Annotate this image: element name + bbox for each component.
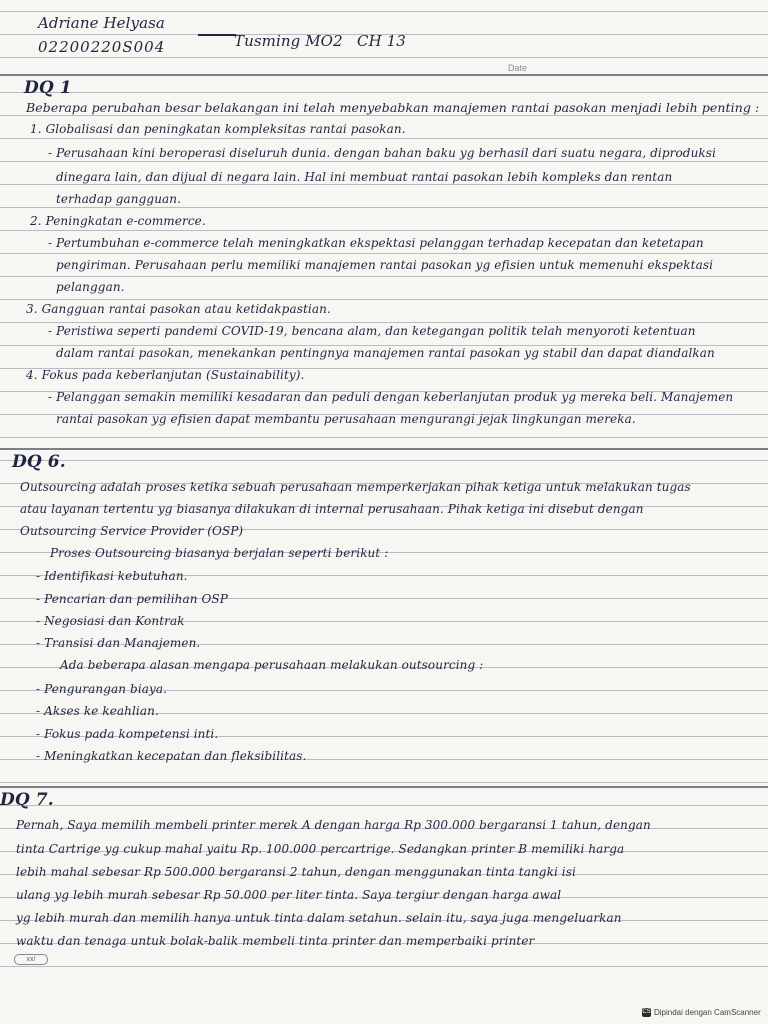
dq1-line: pelanggan.	[56, 280, 125, 294]
dq6-line: Proses Outsourcing biasanya berjalan seperti berikut :	[50, 546, 389, 560]
dq1-line: - Pertumbuhan e-commerce telah meningkatkan ekspektasi pelanggan terhadap kecepatan dan ketetapan	[48, 236, 704, 250]
dq6-line: - Transisi dan Manajemen.	[36, 636, 201, 650]
dq1-line: Beberapa perubahan besar belakangan ini telah menyebabkan manajemen rantai pasokan menjadi lebih penting :	[26, 100, 760, 115]
student-name: Adriane Helyasa	[38, 14, 165, 32]
dq1-line: 2. Peningkatan e-commerce.	[30, 214, 206, 228]
dq6-line: Outsourcing Service Provider (OSP)	[20, 524, 244, 538]
dq1-line: 3. Gangguan rantai pasokan atau ketidakpastian.	[26, 302, 331, 316]
dq6-line: - Pencarian dan pemilihan OSP	[36, 592, 228, 606]
dq6-line: - Identifikasi kebutuhan.	[36, 569, 188, 583]
dq1-line: dalam rantai pasokan, menekankan pentingnya manajemen rantai pasokan yg stabil dan dapat diandalkan	[56, 346, 715, 360]
dq1-line: - Pelanggan semakin memiliki kesadaran dan peduli dengan keberlanjutan produk yg mereka beli. Manajemen	[48, 390, 734, 404]
dq7-line: Pernah, Saya memilih membeli printer merek A dengan harga Rp 300.000 bergaransi 1 tahun, dengan	[16, 818, 651, 832]
page-badge: xx/	[14, 954, 48, 965]
dq6-line: - Meningkatkan kecepatan dan fleksibilitas.	[36, 749, 307, 763]
dq6-line: - Pengurangan biaya.	[36, 682, 168, 696]
student-id: 02200220S004	[38, 38, 166, 56]
dq7-line: lebih mahal sebesar Rp 500.000 bergaransi 2 tahun, dengan menggunakan tinta tangki isi	[16, 865, 576, 879]
camscanner-label: Dipindai dengan CamScanner	[654, 1008, 761, 1017]
chapter-label: CH 13	[357, 32, 406, 50]
date-label: Date	[508, 63, 528, 73]
dq1-line: terhadap gangguan.	[56, 192, 182, 206]
dq1-line: 1. Globalisasi dan peningkatan kompleksitas rantai pasokan.	[30, 122, 406, 136]
title-dash	[198, 34, 236, 36]
dq1-line: pengiriman. Perusahaan perlu memiliki manajemen rantai pasokan yg efisien untuk memenuhi ekspektasi	[56, 258, 714, 272]
header-rule	[0, 74, 768, 76]
dq6-line: - Negosiasi dan Kontrak	[36, 614, 185, 628]
dq7-heading: DQ 7.	[0, 790, 54, 810]
dq6-heading: DQ 6.	[12, 452, 66, 472]
camscanner-watermark	[642, 1008, 761, 1017]
section-rule	[0, 786, 768, 788]
dq1-heading: DQ 1	[24, 78, 72, 98]
dq7-line: waktu dan tenaga untuk bolak-balik membeli tinta printer dan memperbaiki printer	[16, 934, 535, 948]
dq7-line: yg lebih murah dan memilih hanya untuk tinta dalam setahun. selain itu, saya juga mengeluarkan	[16, 911, 622, 925]
course-title: Tusming MO2	[234, 32, 343, 50]
camscanner-icon: CS	[642, 1009, 651, 1015]
dq1-line: rantai pasokan yg efisien dapat membantu perusahaan mengurangi jejak lingkungan mereka.	[56, 412, 636, 426]
section-rule	[0, 448, 768, 450]
dq1-line: dinegara lain, dan dijual di negara lain. Hal ini membuat rantai pasokan lebih kompleks dan rentan	[56, 170, 673, 184]
dq1-line: - Peristiwa seperti pandemi COVID-19, bencana alam, dan ketegangan politik telah menyoroti ketentuan	[48, 324, 696, 338]
dq6-line: Ada beberapa alasan mengapa perusahaan melakukan outsourcing :	[60, 658, 484, 672]
dq7-line: tinta Cartrige yg cukup mahal yaitu Rp. 100.000 percartrige. Sedangkan printer B memiliki harga	[16, 842, 625, 856]
dq1-line: - Perusahaan kini beroperasi diseluruh dunia. dengan bahan baku yg berhasil dari suatu negara, diproduksi	[48, 146, 716, 160]
dq6-line: - Akses ke keahlian.	[36, 704, 159, 718]
dq6-line: - Fokus pada kompetensi inti.	[36, 727, 219, 741]
dq6-line: Outsourcing adalah proses ketika sebuah perusahaan memperkerjakan pihak ketiga untuk melakukan tugas	[20, 480, 691, 494]
dq7-line: ulang yg lebih murah sebesar Rp 50.000 per liter tinta. Saya tergiur dengan harga awal	[16, 888, 562, 902]
dq1-line: 4. Fokus pada keberlanjutan (Sustainability).	[26, 368, 305, 382]
dq6-line: atau layanan tertentu yg biasanya dilakukan di internal perusahaan. Pihak ketiga ini disebut dengan	[20, 502, 644, 516]
